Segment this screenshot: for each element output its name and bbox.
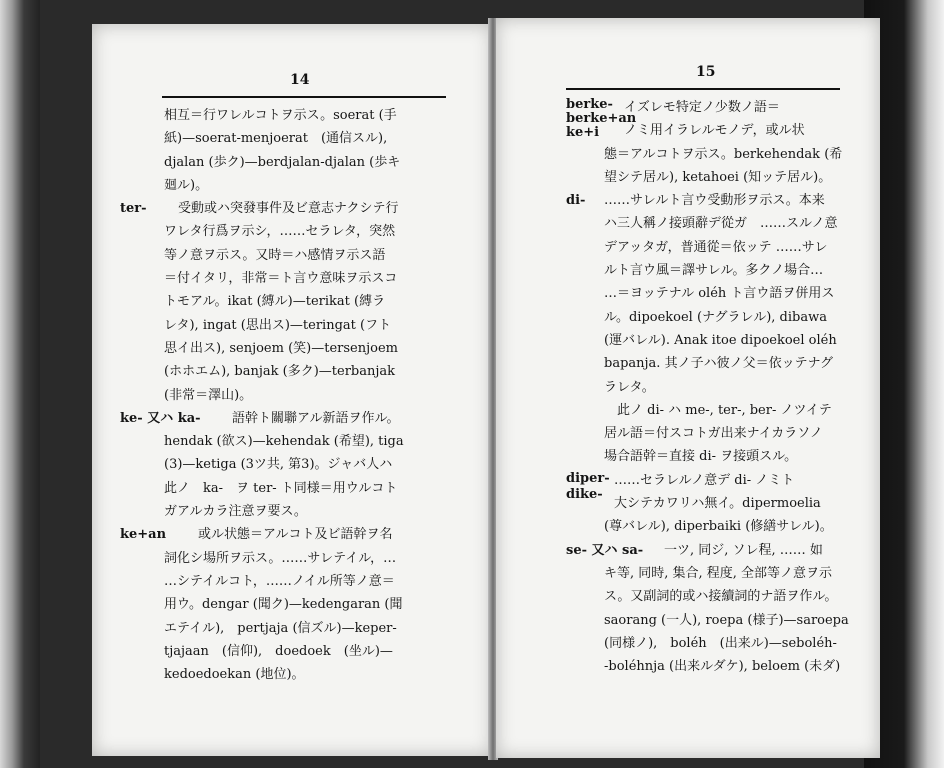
text-line: 廻ル)。 — [164, 177, 209, 193]
text-line: bapanja. 其ノ子ハ彼ノ父＝依ッテナグ — [604, 356, 834, 372]
book-edge-left — [0, 0, 40, 768]
entry-head-line: dike- — [566, 486, 603, 502]
text-line: エテイル), pertjaja (信ズル)—keper- — [164, 620, 397, 636]
text-line: 望シテ居ル), ketahoei (知ッテ居ル)。 — [604, 169, 832, 185]
text-line: 居ル語＝付スコトガ出来ナイカラソノ — [604, 426, 823, 442]
header-rule — [162, 96, 446, 98]
text-line: (同様ノ), boléh (出来ル)—seboléh- — [604, 635, 837, 651]
text-line: djalan (歩ク)—berdjalan-djalan (歩キ — [164, 154, 401, 170]
text-line: 大シテカワリハ無イ。dipermoelia — [614, 496, 821, 512]
entry-head-line: di- — [566, 193, 586, 209]
text-line: 場合語幹＝直接 di- ヲ接頭スル。 — [604, 449, 798, 465]
text-line: ラレタ。 — [604, 379, 655, 395]
text-line: 此ノ di- ハ me-, ter-, ber- ノツイテ — [604, 402, 832, 418]
text-line: ＝付イタリ，非常＝ト言ウ意味ヲ示スコ — [164, 271, 398, 287]
dictionary-entry-ter — [120, 197, 484, 407]
text-line: ……サレルト言ウ受動形ヲ示ス。本来 — [604, 193, 825, 209]
dictionary-entry-ke-an — [120, 523, 484, 686]
text-line: ル。dipoekoel (ナグラレル), dibawa — [604, 309, 827, 325]
text-line: ルト言ウ風＝譯サレル。多クノ場合… — [604, 263, 824, 279]
text-line: 詞化シ場所ヲ示ス。……サレテイル，… — [164, 550, 397, 566]
text-line: tjajaan (信仰), doedoek (坐ル)— — [164, 643, 393, 659]
text-line: (3)—ketiga (3ツ共, 第3)。ジャバ人ハ — [164, 457, 393, 473]
text-line: …＝ヨッテナル oléh ト言ウ語ヲ併用ス — [604, 286, 835, 302]
entry-head: ke+an — [120, 527, 167, 543]
text-line: 語幹ト關聯アル新語ヲ作ル。 — [232, 410, 400, 426]
text-line: …シテイルコト，……ノイル所等ノ意＝ — [164, 573, 395, 589]
entry-head: ter- — [120, 201, 147, 217]
text-line: ハ三人稱ノ接頭辭デ從ガ ……スルノ意 — [604, 216, 838, 232]
text-line: 思イ出ス), senjoem (笑)—tersenjoem — [164, 340, 398, 356]
header-rule — [566, 88, 840, 90]
dictionary-entry-diper — [566, 469, 874, 539]
entry-head — [566, 471, 610, 503]
text-line: 用ウ。dengar (聞ク)—kedengaran (聞 — [164, 597, 403, 613]
page-number: 15 — [696, 64, 716, 80]
text-line: 態＝アルコトヲ示ス。berkehendak (希 — [604, 146, 843, 162]
text-line: トモアル。ikat (縛ル)—terikat (縛ラ — [164, 294, 386, 310]
text-line: イズレモ特定ノ少数ノ語＝ — [624, 100, 780, 115]
text-line: hendak (欲ス)—kehendak (希望), tiga — [164, 434, 404, 450]
text-line: (非常＝澤山)。 — [164, 387, 253, 403]
entry-head-line: berke- — [566, 97, 613, 112]
text-line: レタ), ingat (思出ス)—teringat (フト — [164, 317, 392, 333]
text-line: kedoedoekan (地位)。 — [164, 667, 305, 683]
text-line: 受動或ハ突發事件及ビ意志ナクシテ行 — [178, 201, 399, 217]
right-page — [496, 18, 880, 758]
entry-head-line: diper- — [566, 470, 610, 486]
text-line: ガアルカラ注意ヲ要ス。 — [164, 504, 307, 520]
page-number: 14 — [290, 72, 310, 88]
entry-head — [566, 98, 636, 140]
right-page-body — [566, 96, 874, 678]
dictionary-entry-berke — [566, 96, 874, 189]
text-line: 相互＝行ワレルコトヲ示ス。soerat (手 — [164, 108, 397, 123]
text-line: ワレタ行爲ヲ示シ，……セラレタ，突然 — [164, 224, 396, 240]
text-line: ス。又副詞的或ハ接續詞的ナ語ヲ作ル。 — [604, 589, 838, 605]
text-line: (ホホエム), banjak (多ク)—terbanjak — [164, 364, 396, 380]
entry-head — [566, 189, 585, 212]
text-line: -boléhnja (出来ルダケ), beloem (未ダ) — [604, 659, 841, 675]
text-line: 或ル状態＝アルコト及ビ語幹ヲ名 — [198, 527, 393, 543]
entry-head-line: ke+i — [566, 125, 600, 140]
dictionary-entry-se — [566, 539, 874, 679]
text-line: デアッタガ，普通從＝依ッテ ……サレ — [604, 239, 828, 255]
text-line: ノミ用イラレルモノデ，或ル状 — [624, 123, 805, 139]
text-line: 等ノ意ヲ示ス。又時＝ハ感情ヲ示ス語 — [164, 247, 386, 263]
text-line: saorang (一人), roepa (様子)—saroepa — [604, 612, 849, 628]
text-line: ……セラレルノ意デ di- ノミト — [614, 472, 795, 488]
left-page — [92, 24, 492, 756]
text-line: 此ノ ka- ヲ ter- ト同様＝用ウルコト — [164, 480, 398, 496]
text-line: (尊バレル), diperbaiki (修繕サレル)。 — [604, 519, 833, 535]
text-line: キ等, 同時, 集合, 程度, 全部等ノ意ヲ示 — [604, 565, 833, 581]
dictionary-entry-ke — [120, 407, 484, 523]
left-page-body — [120, 104, 484, 686]
text-line: 一ツ, 同ジ, ソレ程, …… 如 — [664, 542, 823, 558]
entry-head: ke- 又ハ ka- — [120, 410, 201, 426]
text-line: (運バレル). Anak itoe dipoekoel oléh — [604, 332, 837, 348]
entry-head-line: se- 又ハ sa- — [566, 542, 644, 558]
entry-head — [566, 539, 643, 562]
text-line: 紙)—soerat-menjoerat (通信スル), — [164, 131, 388, 147]
dictionary-entry-di — [566, 189, 874, 469]
entry-head-line: berke+an — [566, 111, 637, 126]
